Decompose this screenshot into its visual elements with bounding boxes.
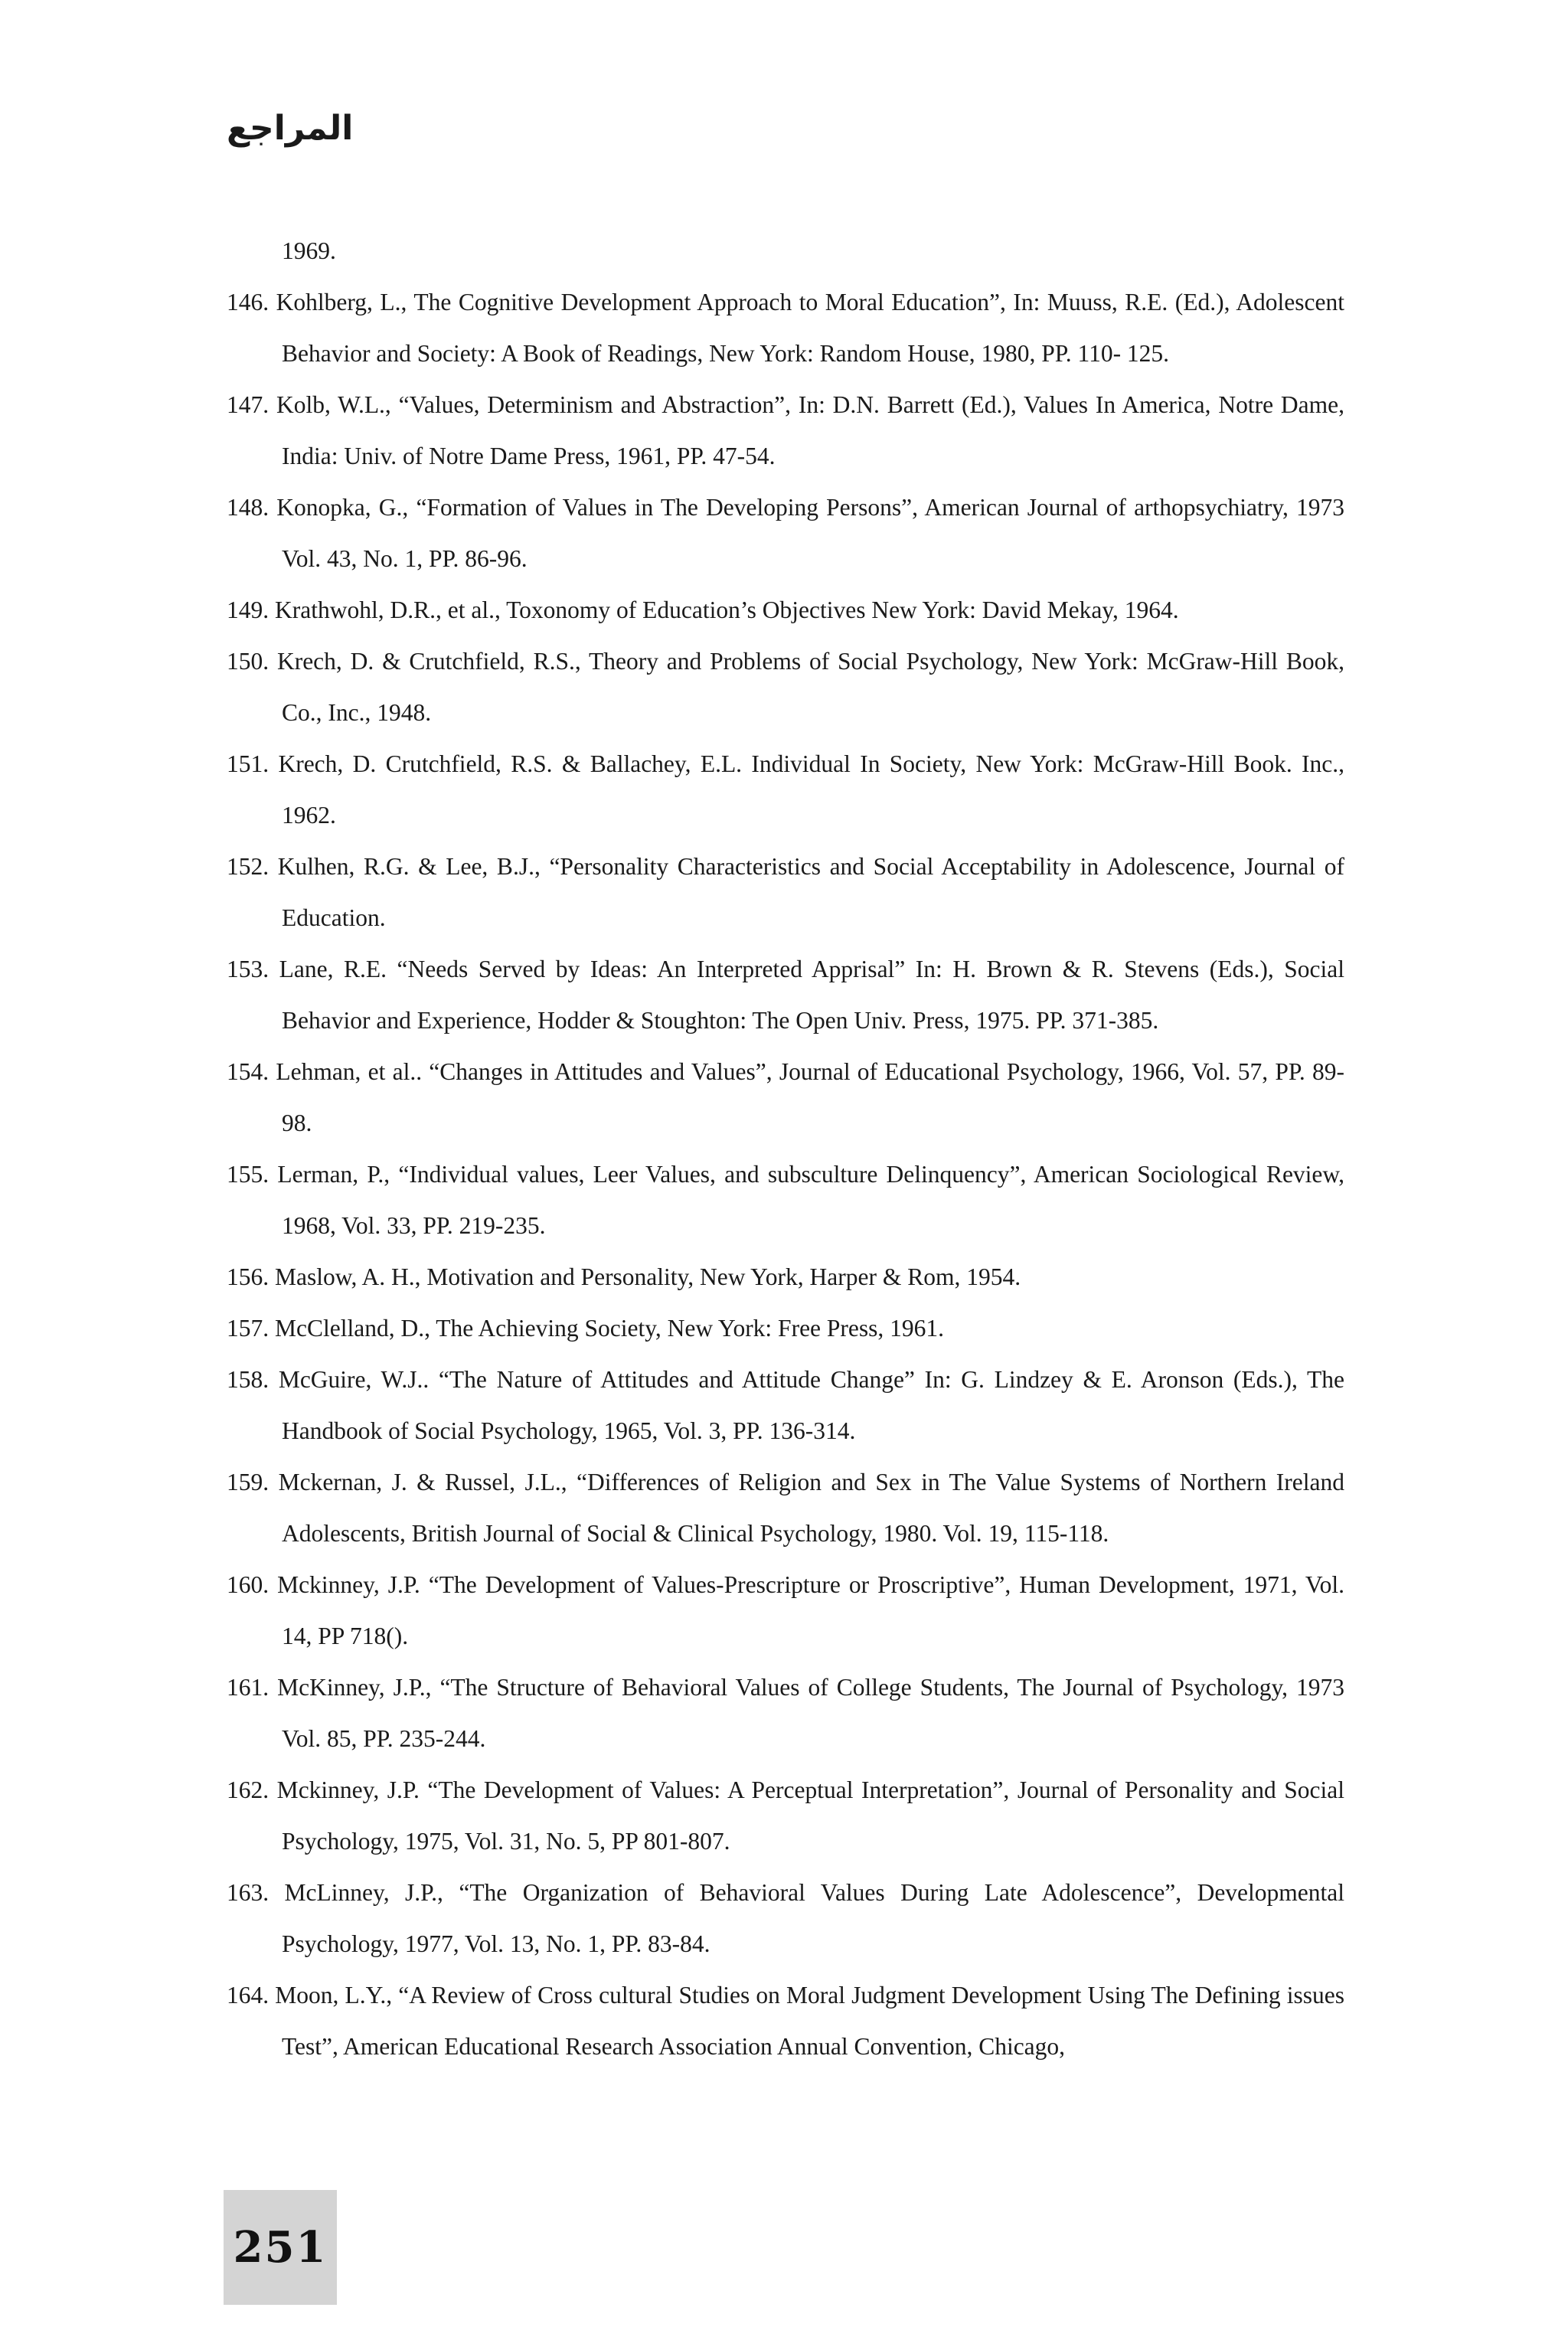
- reference-list: [227, 225, 1344, 2072]
- reference-item: 160. Mckinney, J.P. “The Development of Values-Prescripture or Proscriptive”, Human Development, 1971, Vol. 14, PP 718().: [227, 1571, 1344, 1649]
- reference-item: 163. McLinney, J.P., “The Organization of Behavioral Values During Late Adolescence”, Developmental Psychology, 1977, Vol. 13, No. 1, PP. 83-84.: [227, 1879, 1344, 1957]
- reference-item: 159. Mckernan, J. & Russel, J.L., “Differences of Religion and Sex in The Value Systems of Northern Ireland Adolescents, British Journal of Social & Clinical Psychology, 1980. Vol. 19, 115-118.: [227, 1469, 1344, 1547]
- reference-item: 162. Mckinney, J.P. “The Development of Values: A Perceptual Interpretation”, Journal of Personality and Social Psychology, 1975, Vol. 31, No. 5, PP 801-807.: [227, 1776, 1344, 1855]
- reference-item: 150. Krech, D. & Crutchfield, R.S., Theory and Problems of Social Psychology, New York: McGraw-Hill Book, Co., Inc., 1948.: [227, 648, 1344, 726]
- reference-item: 155. Lerman, P., “Individual values, Leer Values, and subsculture Delinquency”, American Sociological Review, 1968, Vol. 33, PP. 219-235.: [227, 1161, 1344, 1239]
- reference-item: 156. Maslow, A. H., Motivation and Personality, New York, Harper & Rom, 1954.: [227, 1263, 1021, 1290]
- running-head-title: المراجع: [227, 109, 354, 148]
- page-number-box: [224, 2190, 337, 2305]
- reference-item: 1969.: [282, 237, 336, 264]
- reference-item: 147. Kolb, W.L., “Values, Determinism and Abstraction”, In: D.N. Barrett (Ed.), Values In America, Notre Dame, India: Univ. of Notre Dame Press, 1961, PP. 47-54.: [227, 391, 1344, 469]
- page-number: 251: [233, 2222, 328, 2273]
- reference-item: 164. Moon, L.Y., “A Review of Cross cultural Studies on Moral Judgment Development Using The Defining issues Test”, American Educational Research Association Annual Convention, Chicago,: [227, 1982, 1344, 2060]
- reference-item: 152. Kulhen, R.G. & Lee, B.J., “Personality Characteristics and Social Acceptability in Adolescence, Journal of Education.: [227, 853, 1344, 931]
- reference-item: 158. McGuire, W.J.. “The Nature of Attitudes and Attitude Change” In: G. Lindzey & E. Aronson (Eds.), The Handbook of Social Psychology, 1965, Vol. 3, PP. 136-314.: [227, 1366, 1344, 1444]
- reference-item: 149. Krathwohl, D.R., et al., Toxonomy of Education’s Objectives New York: David Mekay, 1964.: [227, 596, 1179, 623]
- reference-item: 146. Kohlberg, L., The Cognitive Development Approach to Moral Education”, In: Muuss, R.E. (Ed.), Adolescent Behavior and Society: A Book of Readings, New York: Random House, 1980, PP. 110- 125.: [227, 289, 1344, 367]
- reference-item: 148. Konopka, G., “Formation of Values in The Developing Persons”, American Journal of arthopsychiatry, 1973 Vol. 43, No. 1, PP. 86-96.: [227, 494, 1344, 572]
- reference-item: 151. Krech, D. Crutchfield, R.S. & Ballachey, E.L. Individual In Society, New York: McGraw-Hill Book. Inc., 1962.: [227, 750, 1344, 829]
- reference-item: 153. Lane, R.E. “Needs Served by Ideas: An Interpreted Apprisal” In: H. Brown & R. Stevens (Eds.), Social Behavior and Experience, Hodder & Stoughton: The Open Univ. Press, 1975. PP. 371-385.: [227, 956, 1344, 1034]
- reference-item: 161. McKinney, J.P., “The Structure of Behavioral Values of College Students, The Journal of Psychology, 1973 Vol. 85, PP. 235-244.: [227, 1674, 1344, 1752]
- reference-item: 154. Lehman, et al.. “Changes in Attitudes and Values”, Journal of Educational Psychology, 1966, Vol. 57, PP. 89-98.: [227, 1058, 1344, 1136]
- reference-item: 157. McClelland, D., The Achieving Society, New York: Free Press, 1961.: [227, 1315, 945, 1342]
